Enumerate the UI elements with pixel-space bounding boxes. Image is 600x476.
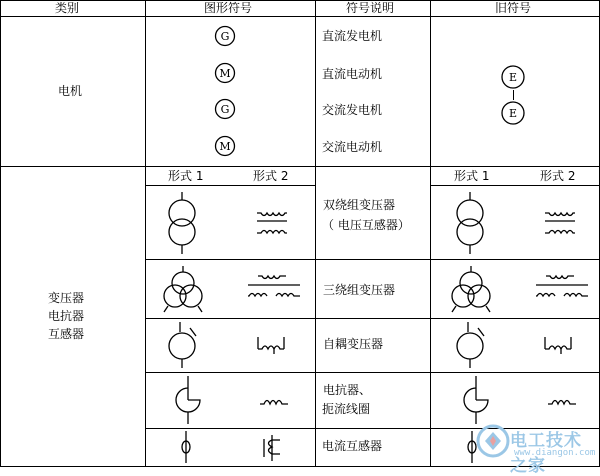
watermark-logo-icon <box>476 424 510 458</box>
old-two-winding-transformer-symbol <box>452 192 488 254</box>
reactor-form2 <box>258 392 292 408</box>
three-winding-transformer-form2 <box>246 272 302 306</box>
header-symbol: 图形符号 <box>204 1 253 15</box>
desc-three-winding: 三绕组变压器 <box>323 283 396 297</box>
old-motor-glyph-2: E <box>508 107 518 120</box>
desc-two-winding-2: （ 电压互感器） <box>322 218 410 232</box>
form-row-divider-left <box>145 185 315 186</box>
row-divider-1 <box>145 259 600 260</box>
dc-generator-symbol <box>214 25 236 47</box>
section-divider <box>0 166 600 167</box>
ac-generator-glyph: G <box>220 103 230 116</box>
old-autotransformer-form2 <box>543 335 577 355</box>
header-old-symbol: 旧符号 <box>495 1 532 15</box>
desc-dc-motor: 直流电动机 <box>322 67 383 81</box>
old-motor-connector <box>513 90 514 100</box>
col-divider-3 <box>430 0 431 467</box>
desc-ac-generator: 交流发电机 <box>322 103 383 117</box>
form-row-divider-right <box>430 185 600 186</box>
header-category: 类别 <box>55 1 80 15</box>
row-divider-2 <box>145 318 600 319</box>
ac-motor-symbol <box>214 135 236 157</box>
ac-motor-glyph: M <box>219 140 231 153</box>
desc-ac-motor: 交流电动机 <box>322 140 383 154</box>
col-divider-2 <box>315 0 316 467</box>
table-border-left <box>0 0 1 467</box>
old-reactor-symbol <box>458 376 494 424</box>
old-two-winding-transformer-form2 <box>543 208 577 238</box>
row-divider-3 <box>145 372 600 373</box>
desc-autotransformer: 自耦变压器 <box>323 337 384 351</box>
old-motor-symbol-2 <box>500 100 526 126</box>
category-transformer-1: 变压器 <box>48 291 85 305</box>
desc-current-transformer: 电流互感器 <box>322 439 383 453</box>
desc-two-winding-1: 双绕组变压器 <box>323 198 396 212</box>
watermark-text: 电工技术之家 <box>510 431 582 476</box>
old-autotransformer-symbol <box>454 322 490 368</box>
autotransformer-symbol <box>166 322 202 368</box>
category-transformer-2: 电抗器 <box>48 309 85 323</box>
old-three-winding-transformer-symbol <box>450 266 492 312</box>
old-form1-label: 形式 1 <box>454 169 490 183</box>
watermark-url: www.diangon.com <box>514 448 596 458</box>
three-winding-transformer-symbol <box>162 266 204 312</box>
dc-motor-glyph: M <box>219 67 231 80</box>
reactor-symbol <box>170 376 206 424</box>
old-motor-glyph-1: E <box>508 71 518 84</box>
header-divider <box>0 16 600 17</box>
autotransformer-form2 <box>256 335 290 355</box>
col-divider-1 <box>145 0 146 467</box>
old-reactor-form2 <box>546 392 580 408</box>
two-winding-transformer-form2 <box>255 208 289 238</box>
category-motor: 电机 <box>58 84 83 98</box>
desc-reactor-2: 扼流线圈 <box>322 402 371 416</box>
dc-generator-glyph: G <box>220 30 230 43</box>
form2-label: 形式 2 <box>253 169 289 183</box>
old-three-winding-transformer-form2 <box>534 272 590 306</box>
category-transformer-3: 互感器 <box>48 327 85 341</box>
current-transformer-form2 <box>260 435 282 461</box>
desc-dc-generator: 直流发电机 <box>322 29 383 43</box>
old-form2-label: 形式 2 <box>540 169 576 183</box>
two-winding-transformer-symbol <box>164 192 200 254</box>
ac-generator-symbol <box>214 98 236 120</box>
form1-label: 形式 1 <box>168 169 204 183</box>
watermark <box>476 418 598 476</box>
current-transformer-symbol <box>176 431 196 463</box>
dc-motor-symbol <box>214 62 236 84</box>
old-motor-symbol-1 <box>500 64 526 90</box>
header-description: 符号说明 <box>346 1 395 15</box>
desc-reactor-1: 电抗器、 <box>323 383 372 397</box>
